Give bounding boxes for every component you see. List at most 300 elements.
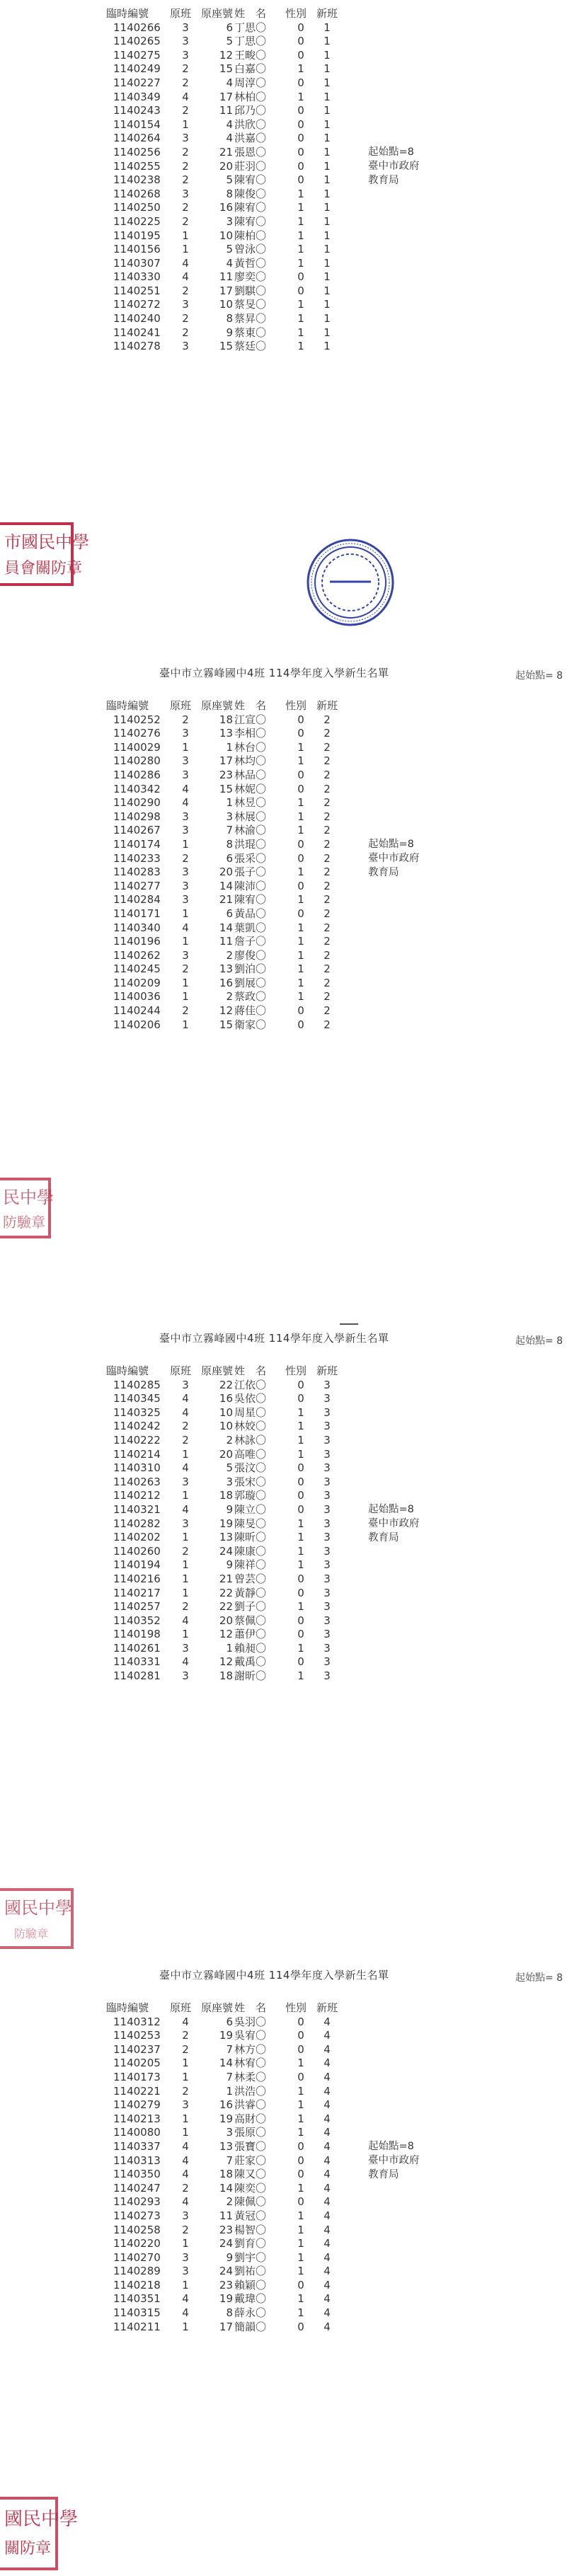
cell-orig-class: 4 <box>182 2015 189 2028</box>
table-row <box>106 201 338 215</box>
cell-sex: 1 <box>297 2292 304 2306</box>
cell-sex: 1 <box>297 893 304 907</box>
table-row <box>106 2195 338 2209</box>
cell-sex: 1 <box>297 298 304 311</box>
cell-sex: 1 <box>297 810 304 823</box>
cell-name: 陳俊〇 <box>234 187 267 200</box>
cell-orig-seat: 5 <box>226 173 234 187</box>
cell-new-class: 4 <box>324 2112 331 2125</box>
col-header-sex: 性別 <box>285 7 307 20</box>
table-row <box>106 2140 338 2154</box>
cell-name: 詹子〇 <box>234 935 267 948</box>
cell-orig-seat: 8 <box>226 2306 234 2320</box>
cell-temp-id: 1140173 <box>113 2070 161 2083</box>
cell-temp-id: 1140261 <box>113 1641 161 1655</box>
cell-orig-class: 2 <box>182 1433 189 1447</box>
cell-temp-id: 1140221 <box>113 2084 161 2098</box>
cell-temp-id: 1140213 <box>113 2112 161 2125</box>
table-row <box>106 1558 338 1572</box>
cell-temp-id: 1140251 <box>113 284 161 297</box>
cell-temp-id: 1140260 <box>113 1544 161 1558</box>
cell-temp-id: 1140293 <box>113 2195 161 2209</box>
cell-new-class: 1 <box>324 312 331 326</box>
col-header-seat: 原座號 <box>201 7 234 20</box>
col-header-new-class: 新班 <box>316 2001 338 2014</box>
cell-new-class: 1 <box>324 173 331 187</box>
cell-new-class: 1 <box>324 340 331 353</box>
cell-orig-seat: 17 <box>219 2320 234 2333</box>
cell-orig-class: 3 <box>182 893 189 907</box>
cell-orig-seat: 11 <box>219 935 234 948</box>
table-row <box>106 312 338 326</box>
cell-temp-id: 1140270 <box>113 2250 161 2264</box>
cell-new-class: 2 <box>324 727 331 740</box>
table-row <box>106 146 338 160</box>
table-header-row <box>106 2001 338 2016</box>
cell-name: 楊智〇 <box>234 2223 267 2236</box>
table-row <box>106 76 338 91</box>
cell-orig-class: 2 <box>182 2042 189 2056</box>
cell-orig-seat: 19 <box>219 2112 234 2125</box>
cell-new-class: 2 <box>324 893 331 907</box>
cell-sex: 1 <box>297 1600 304 1614</box>
col-header-name: 姓 名 <box>234 7 267 20</box>
cell-sex: 1 <box>297 2126 304 2139</box>
blue-round-seal <box>304 536 396 631</box>
cell-orig-seat: 2 <box>226 1433 234 1447</box>
cell-temp-id: 1140280 <box>113 754 161 768</box>
cell-orig-class: 1 <box>182 1018 189 1031</box>
cell-new-class: 3 <box>324 1655 331 1669</box>
cell-name: 陳宥〇 <box>234 214 267 228</box>
cell-new-class: 2 <box>324 713 331 726</box>
cell-new-class: 3 <box>324 1641 331 1655</box>
red-school-stamp <box>0 2491 79 2576</box>
cell-orig-seat: 20 <box>219 159 234 173</box>
cell-new-class: 3 <box>324 1489 331 1502</box>
cell-temp-id: 1140195 <box>113 229 161 242</box>
table-row <box>106 769 338 783</box>
cell-new-class: 4 <box>324 2265 331 2278</box>
cell-temp-id: 1140220 <box>113 2237 161 2250</box>
cell-orig-class: 3 <box>182 340 189 353</box>
table-row <box>106 2209 338 2224</box>
cell-new-class: 1 <box>324 256 331 270</box>
cell-new-class: 4 <box>324 2278 331 2292</box>
cell-name: 洪琨〇 <box>234 837 267 851</box>
cell-name: 劉祐〇 <box>234 2265 267 2278</box>
cell-orig-class: 3 <box>182 1517 189 1530</box>
cell-orig-seat: 1 <box>226 1641 234 1655</box>
cell-new-class: 1 <box>324 117 331 131</box>
cell-temp-id: 1140325 <box>113 1405 161 1419</box>
cell-temp-id: 1140265 <box>113 35 161 48</box>
cell-name: 蔣佳〇 <box>234 1004 267 1018</box>
roster-table <box>106 1364 338 1684</box>
cell-new-class: 2 <box>324 754 331 768</box>
cell-name: 黃品〇 <box>234 907 267 920</box>
cell-name: 林昱〇 <box>234 796 267 810</box>
cell-sex: 1 <box>297 921 304 934</box>
cell-new-class: 4 <box>324 2098 331 2112</box>
cell-sex: 0 <box>297 1392 304 1405</box>
cell-orig-seat: 5 <box>226 243 234 256</box>
cell-orig-seat: 15 <box>219 62 234 76</box>
col-header-sex: 性別 <box>285 1364 307 1377</box>
table-row <box>106 1628 338 1642</box>
cell-temp-id: 1140268 <box>113 187 161 200</box>
cell-new-class: 4 <box>324 2029 331 2042</box>
table-row <box>106 340 338 354</box>
cell-sex: 0 <box>297 782 304 795</box>
cell-new-class: 4 <box>324 2209 331 2222</box>
svg-text:關防章: 關防章 <box>4 2540 52 2558</box>
cell-temp-id: 1140029 <box>113 740 161 754</box>
cell-sex: 0 <box>297 145 304 159</box>
cell-orig-class: 3 <box>182 824 189 837</box>
cell-name: 廖奕〇 <box>234 270 267 284</box>
cell-new-class: 2 <box>324 1004 331 1018</box>
cell-name: 林渝〇 <box>234 824 267 837</box>
cell-name: 陳宥〇 <box>234 173 267 187</box>
cell-orig-class: 2 <box>182 962 189 976</box>
table-row <box>106 2168 338 2182</box>
cell-orig-seat: 2 <box>226 948 234 962</box>
cell-name: 丁思〇 <box>234 21 267 34</box>
cell-name: 林方〇 <box>234 2042 267 2056</box>
cell-orig-seat: 16 <box>219 201 234 214</box>
table-row <box>106 921 338 936</box>
table-row <box>106 270 338 284</box>
cell-orig-seat: 5 <box>226 1461 234 1475</box>
col-header-new-class: 新班 <box>316 7 338 20</box>
page-divider-mark <box>340 1323 358 1325</box>
cell-sex: 0 <box>297 2042 304 2056</box>
cell-name: 張子〇 <box>234 866 267 879</box>
cell-temp-id: 1140252 <box>113 713 161 726</box>
cell-orig-class: 1 <box>182 2237 189 2250</box>
cell-orig-class: 1 <box>182 1572 189 1585</box>
cell-orig-class: 2 <box>182 1420 189 1433</box>
cell-sex: 0 <box>297 2154 304 2167</box>
col-header-name: 姓 名 <box>234 1364 267 1377</box>
cell-temp-id: 1140345 <box>113 1392 161 1405</box>
cell-orig-seat: 10 <box>219 229 234 242</box>
cell-new-class: 1 <box>324 48 331 62</box>
cell-temp-id: 1140227 <box>113 76 161 89</box>
svg-text:國民中學: 國民中學 <box>4 1898 72 1918</box>
cell-sex: 0 <box>297 851 304 865</box>
cell-sex: 1 <box>297 935 304 948</box>
cell-temp-id: 1140340 <box>113 921 161 934</box>
cell-sex: 1 <box>297 2181 304 2195</box>
cell-sex: 1 <box>297 2306 304 2320</box>
cell-new-class: 1 <box>324 270 331 284</box>
cell-name: 蔡旻〇 <box>234 298 267 311</box>
cell-temp-id: 1140212 <box>113 1489 161 1502</box>
cell-orig-seat: 17 <box>219 754 234 768</box>
cell-orig-class: 3 <box>182 298 189 311</box>
cell-orig-class: 4 <box>182 2195 189 2209</box>
cell-sex: 1 <box>297 1405 304 1419</box>
cell-sex: 0 <box>297 1655 304 1669</box>
cell-sex: 1 <box>297 62 304 76</box>
table-header-row <box>106 7 338 21</box>
cell-sex: 1 <box>297 90 304 103</box>
cell-orig-seat: 1 <box>226 2084 234 2098</box>
cell-name: 陳佩〇 <box>234 2195 267 2209</box>
cell-orig-class: 1 <box>182 976 189 989</box>
cell-new-class: 1 <box>324 298 331 311</box>
start-point-label: 起始點= 8 <box>515 1335 563 1347</box>
cell-orig-class: 3 <box>182 1669 189 1683</box>
table-row <box>106 243 338 257</box>
cell-sex: 1 <box>297 312 304 326</box>
cell-new-class: 1 <box>324 35 331 48</box>
cell-name: 李相〇 <box>234 727 267 740</box>
table-row <box>106 1587 338 1601</box>
cell-orig-class: 3 <box>182 2250 189 2264</box>
cell-new-class: 2 <box>324 948 331 962</box>
note-education-bureau: 教育局 <box>368 2169 399 2180</box>
table-row <box>106 2057 338 2071</box>
cell-name: 陳沛〇 <box>234 879 267 892</box>
cell-new-class: 1 <box>324 104 331 117</box>
cell-orig-class: 1 <box>182 1628 189 1641</box>
cell-orig-seat: 15 <box>219 1018 234 1031</box>
table-row <box>106 2265 338 2279</box>
table-row <box>106 21 338 35</box>
cell-name: 陳奕〇 <box>234 2181 267 2195</box>
table-row <box>106 1406 338 1420</box>
cell-new-class: 1 <box>324 284 331 297</box>
table-row <box>106 852 338 866</box>
red-school-stamp <box>0 519 89 590</box>
cell-temp-id: 1140330 <box>113 270 161 284</box>
cell-orig-seat: 23 <box>219 2223 234 2236</box>
table-row <box>106 741 338 755</box>
cell-temp-id: 1140310 <box>113 1461 161 1475</box>
cell-orig-class: 2 <box>182 2181 189 2195</box>
cell-name: 陳立〇 <box>234 1502 267 1516</box>
table-row <box>106 229 338 243</box>
table-row <box>106 1545 338 1559</box>
cell-name: 周星〇 <box>234 1405 267 1419</box>
cell-name: 葉凱〇 <box>234 921 267 934</box>
cell-name: 陳昕〇 <box>234 1531 267 1544</box>
table-row <box>106 838 338 852</box>
cell-orig-class: 2 <box>182 2029 189 2042</box>
table-row <box>106 1489 338 1503</box>
cell-name: 劉騏〇 <box>234 284 267 297</box>
cell-orig-class: 3 <box>182 2209 189 2222</box>
cell-name: 蕭伊〇 <box>234 1628 267 1641</box>
cell-orig-seat: 15 <box>219 782 234 795</box>
table-row <box>106 1655 338 1669</box>
cell-orig-seat: 11 <box>219 270 234 284</box>
table-row <box>106 2029 338 2043</box>
cell-orig-class: 2 <box>182 1600 189 1614</box>
cell-temp-id: 1140289 <box>113 2265 161 2278</box>
roster-page-1 <box>0 0 584 577</box>
cell-orig-class: 4 <box>182 1392 189 1405</box>
cell-sex: 1 <box>297 1641 304 1655</box>
cell-temp-id: 1140284 <box>113 893 161 907</box>
cell-orig-class: 4 <box>182 1405 189 1419</box>
cell-temp-id: 1140036 <box>113 990 161 1004</box>
cell-orig-seat: 2 <box>226 2195 234 2209</box>
cell-new-class: 2 <box>324 768 331 781</box>
table-row <box>106 1448 338 1462</box>
cell-orig-class: 3 <box>182 866 189 879</box>
cell-new-class: 4 <box>324 2195 331 2209</box>
cell-temp-id: 1140214 <box>113 1447 161 1461</box>
cell-sex: 0 <box>297 173 304 187</box>
cell-orig-class: 4 <box>182 256 189 270</box>
cell-new-class: 1 <box>324 132 331 145</box>
cell-sex: 0 <box>297 1475 304 1488</box>
cell-name: 廖俊〇 <box>234 948 267 962</box>
cell-new-class: 2 <box>324 837 331 851</box>
cell-sex: 0 <box>297 837 304 851</box>
cell-temp-id: 1140264 <box>113 132 161 145</box>
cell-sex: 0 <box>297 1489 304 1502</box>
cell-new-class: 3 <box>324 1447 331 1461</box>
cell-name: 劉展〇 <box>234 976 267 989</box>
table-row <box>106 1461 338 1476</box>
col-header-id: 臨時編號 <box>106 699 149 712</box>
cell-sex: 1 <box>297 2265 304 2278</box>
cell-orig-class: 1 <box>182 2126 189 2139</box>
cell-temp-id: 1140171 <box>113 907 161 920</box>
cell-temp-id: 1140243 <box>113 104 161 117</box>
cell-temp-id: 1140237 <box>113 2042 161 2056</box>
cell-orig-seat: 18 <box>219 713 234 726</box>
cell-temp-id: 1140285 <box>113 1378 161 1391</box>
cell-orig-seat: 13 <box>219 962 234 976</box>
cell-orig-seat: 8 <box>226 837 234 851</box>
cell-new-class: 2 <box>324 921 331 934</box>
cell-name: 林姣〇 <box>234 1420 267 1433</box>
table-row <box>106 1669 338 1684</box>
cell-temp-id: 1140298 <box>113 810 161 823</box>
cell-new-class: 3 <box>324 1461 331 1475</box>
cell-sex: 1 <box>297 990 304 1004</box>
roster-table <box>106 699 338 1032</box>
cell-sex: 0 <box>297 1461 304 1475</box>
cell-orig-class: 4 <box>182 90 189 103</box>
cell-temp-id: 1140286 <box>113 768 161 781</box>
table-header-row <box>106 1364 338 1379</box>
table-row <box>106 62 338 76</box>
cell-name: 林詠〇 <box>234 1433 267 1447</box>
cell-temp-id: 1140273 <box>113 2209 161 2222</box>
note-start-point: 起始點=8 <box>368 146 414 158</box>
cell-name: 林宥〇 <box>234 2057 267 2070</box>
cell-sex: 0 <box>297 159 304 173</box>
cell-new-class: 1 <box>324 201 331 214</box>
cell-sex: 1 <box>297 187 304 200</box>
cell-name: 陳旻〇 <box>234 1517 267 1530</box>
cell-temp-id: 1140290 <box>113 796 161 810</box>
cell-orig-seat: 12 <box>219 48 234 62</box>
cell-new-class: 4 <box>324 2250 331 2264</box>
cell-new-class: 3 <box>324 1392 331 1405</box>
cell-sex: 0 <box>297 1586 304 1599</box>
cell-sex: 1 <box>297 1558 304 1572</box>
cell-orig-seat: 2 <box>226 990 234 1004</box>
cell-name: 林均〇 <box>234 754 267 768</box>
cell-orig-class: 1 <box>182 117 189 131</box>
cell-orig-class: 2 <box>182 1544 189 1558</box>
cell-temp-id: 1140217 <box>113 1586 161 1599</box>
cell-sex: 1 <box>297 201 304 214</box>
cell-orig-class: 1 <box>182 837 189 851</box>
cell-temp-id: 1140198 <box>113 1628 161 1641</box>
cell-orig-seat: 11 <box>219 104 234 117</box>
table-row <box>106 2071 338 2085</box>
table-row <box>106 810 338 824</box>
cell-sex: 0 <box>297 907 304 920</box>
svg-text:國民中學: 國民中學 <box>4 2509 79 2530</box>
cell-orig-seat: 1 <box>226 796 234 810</box>
cell-new-class: 4 <box>324 2223 331 2236</box>
cell-orig-seat: 21 <box>219 145 234 159</box>
cell-sex: 1 <box>297 976 304 989</box>
cell-orig-seat: 7 <box>226 2070 234 2083</box>
cell-name: 蔡佩〇 <box>234 1614 267 1627</box>
svg-text:員會關防章: 員會關防章 <box>4 560 83 577</box>
cell-temp-id: 1140154 <box>113 117 161 131</box>
cell-sex: 0 <box>297 104 304 117</box>
cell-new-class: 2 <box>324 740 331 754</box>
cell-orig-seat: 4 <box>226 256 234 270</box>
cell-sex: 0 <box>297 1018 304 1031</box>
table-row <box>106 2126 338 2140</box>
cell-temp-id: 1140321 <box>113 1502 161 1516</box>
start-point-label: 起始點= 8 <box>515 670 563 682</box>
cell-orig-class: 4 <box>182 1461 189 1475</box>
cell-name: 周淳〇 <box>234 76 267 89</box>
cell-new-class: 4 <box>324 2126 331 2139</box>
cell-temp-id: 1140276 <box>113 727 161 740</box>
cell-new-class: 2 <box>324 935 331 948</box>
cell-orig-class: 1 <box>182 990 189 1004</box>
cell-orig-class: 2 <box>182 713 189 726</box>
cell-new-class: 2 <box>324 796 331 810</box>
cell-sex: 0 <box>297 76 304 89</box>
cell-orig-class: 4 <box>182 2292 189 2306</box>
cell-orig-class: 3 <box>182 768 189 781</box>
cell-sex: 0 <box>297 35 304 48</box>
cell-orig-class: 1 <box>182 1558 189 1572</box>
cell-name: 吳宥〇 <box>234 2029 267 2042</box>
table-row <box>106 2112 338 2127</box>
cell-temp-id: 1140263 <box>113 1475 161 1488</box>
table-row <box>106 2182 338 2196</box>
cell-sex: 1 <box>297 1669 304 1683</box>
table-row <box>106 2292 338 2306</box>
cell-name: 劉育〇 <box>234 2237 267 2250</box>
cell-orig-seat: 16 <box>219 2098 234 2112</box>
cell-sex: 1 <box>297 2237 304 2250</box>
cell-name: 劉宇〇 <box>234 2250 267 2264</box>
cell-new-class: 3 <box>324 1586 331 1599</box>
cell-orig-seat: 23 <box>219 2278 234 2292</box>
cell-new-class: 2 <box>324 1018 331 1031</box>
cell-orig-seat: 1 <box>226 740 234 754</box>
roster-table <box>106 2001 338 2334</box>
